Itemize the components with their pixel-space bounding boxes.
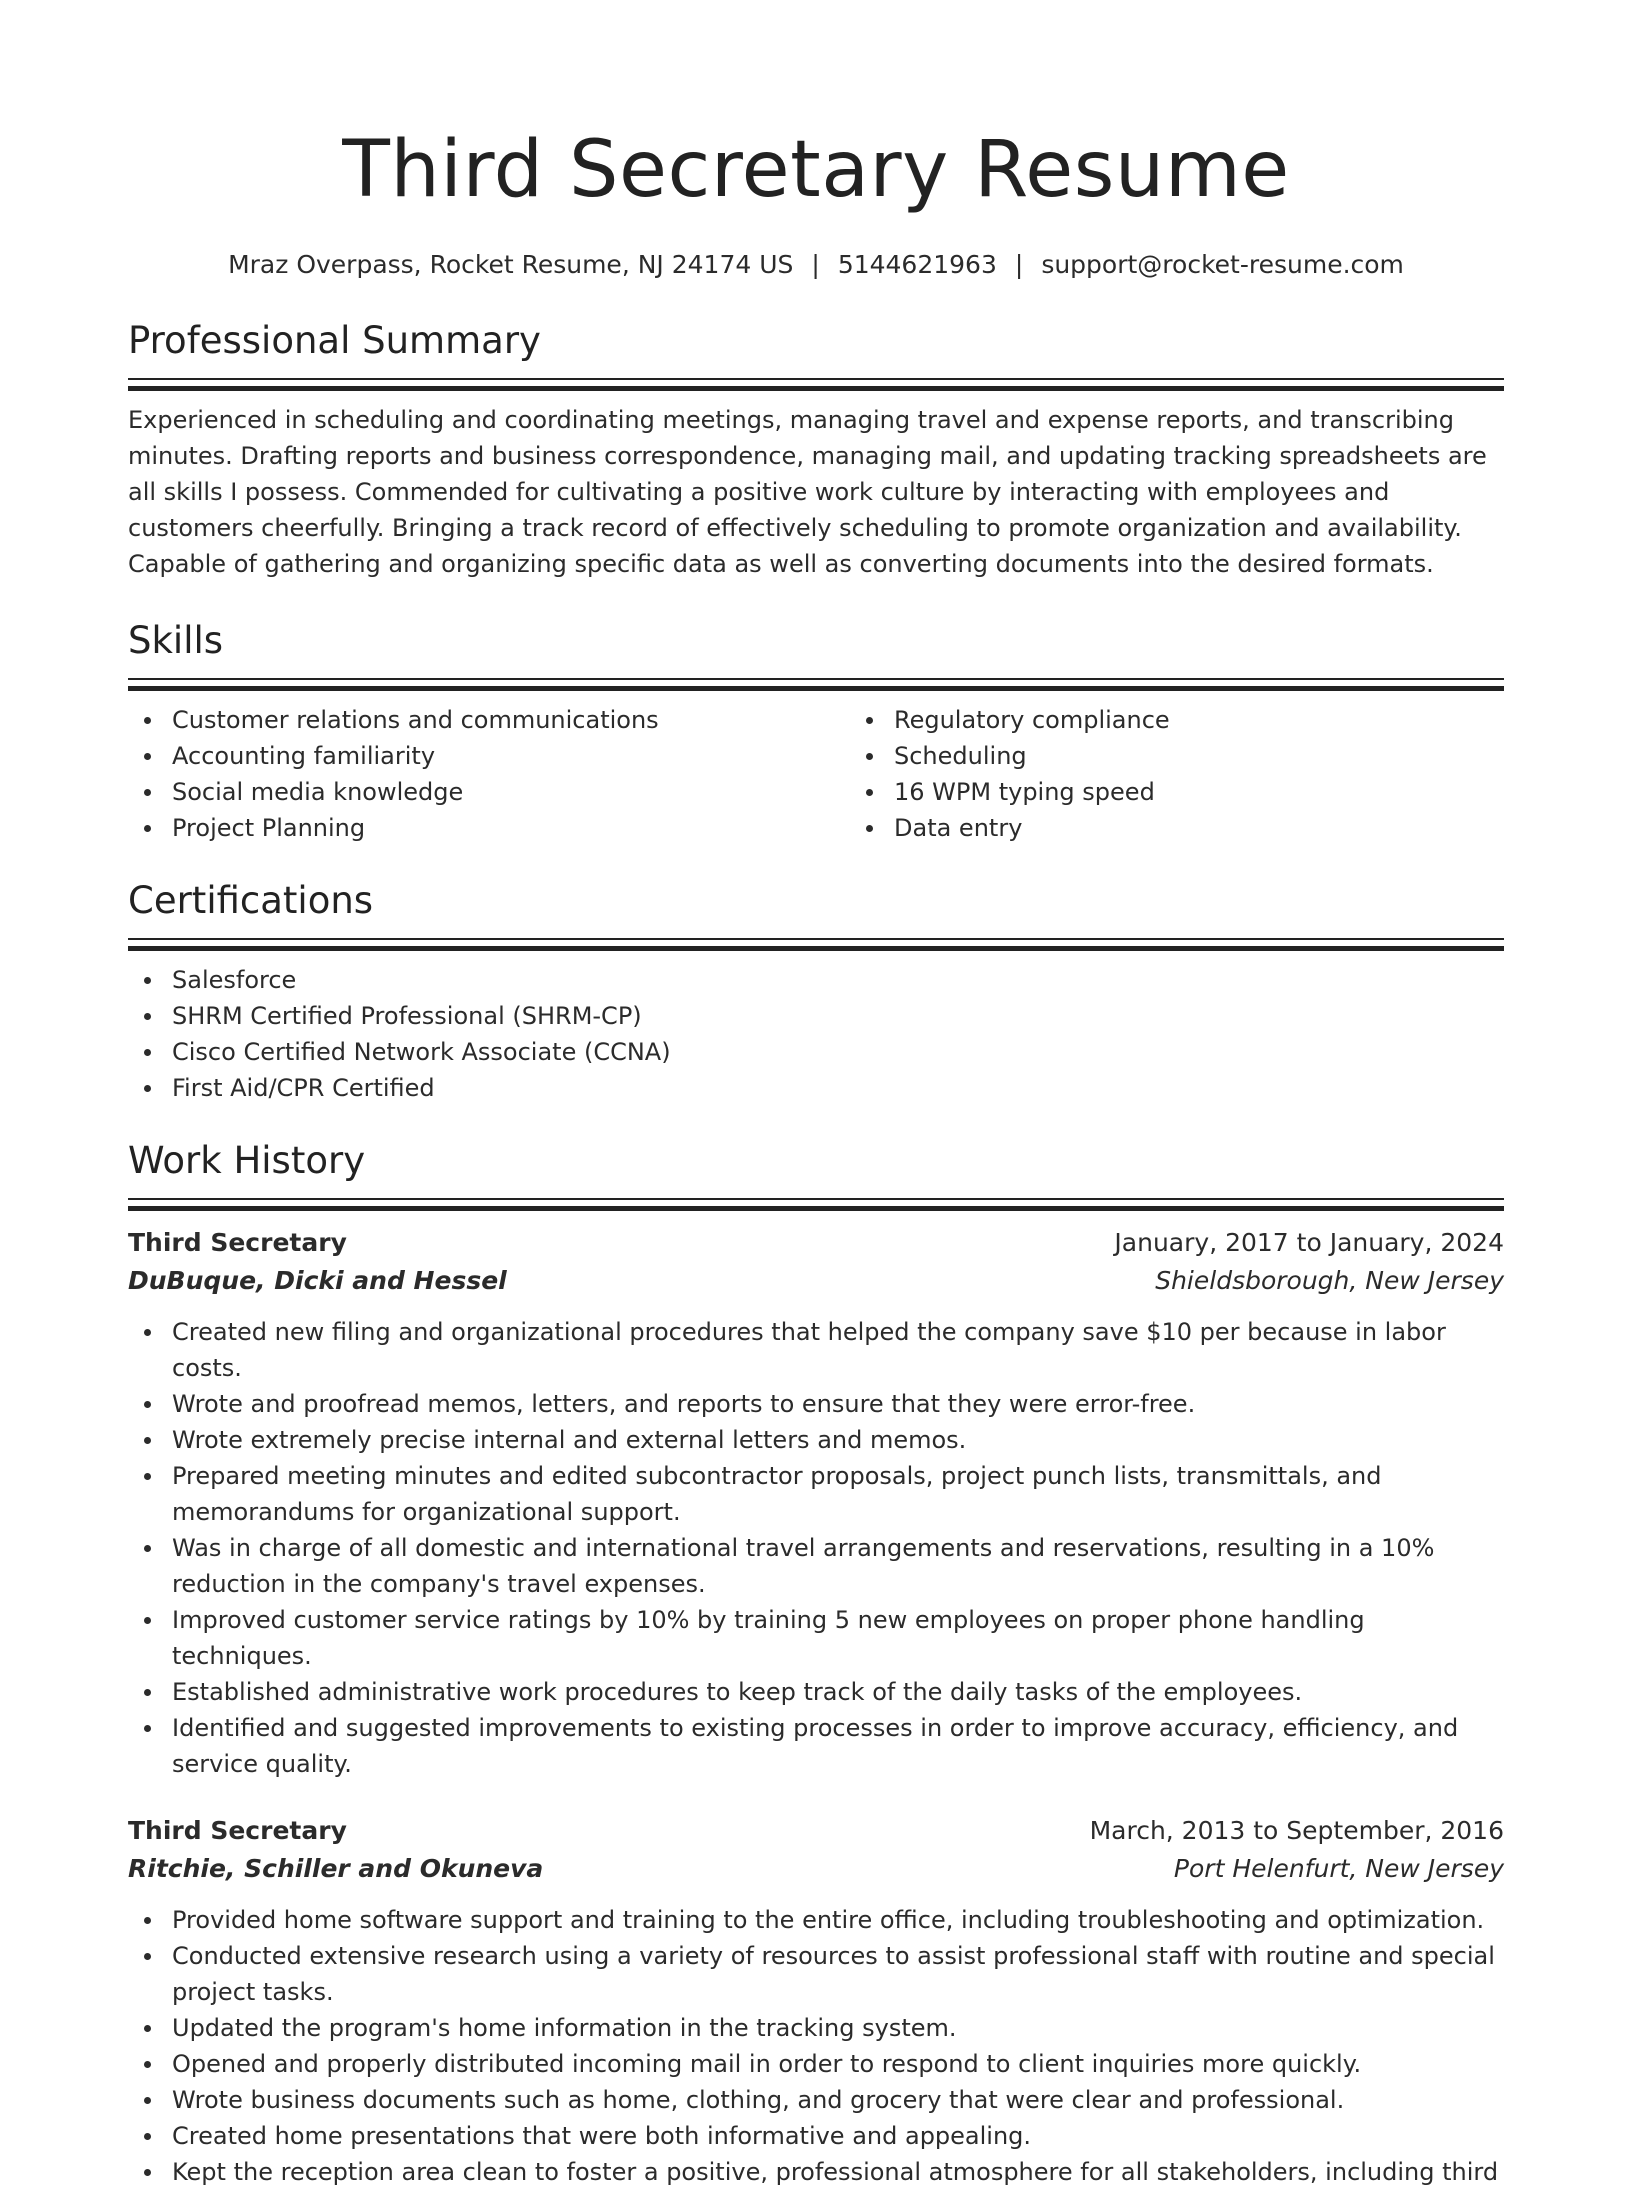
work-history-section [128,1138,1504,2190]
job-title: Third Secretary [128,1228,347,1257]
job-header-row [128,1224,1504,1262]
resume-title: Third Secretary Resume [342,125,1290,215]
skills-list-left [128,702,850,846]
section-divider [128,378,1504,392]
skills-grid [128,702,1504,846]
job-entry [128,1224,1504,1782]
job-bullet: Wrote and proofread memos, letters, and reports to ensure that they were error-free. [172,1386,1504,1422]
section-divider [128,1198,1504,1212]
job-bullet: Wrote business documents such as home, clothing, and grocery that were clear and professional. [172,2082,1504,2118]
section-divider [128,678,1504,692]
certification-item: Salesforce [172,962,1504,998]
job-bullet-list [128,1314,1504,1782]
contact-address: Mraz Overpass, Rocket Resume, NJ 24174 US [228,250,794,279]
job-bullet: Improved customer service ratings by 10% by training 5 new employees on proper phone handling techniques. [172,1602,1504,1674]
skill-item: Customer relations and communications [172,702,850,738]
job-bullet-list [128,1902,1504,2190]
job-bullet: Identified and suggested improvements to existing processes in order to improve accuracy, efficiency, and service quality. [172,1710,1504,1782]
job-title: Third Secretary [128,1816,347,1845]
job-entry [128,1812,1504,2190]
job-location: Shieldsborough, New Jersey [1155,1266,1504,1295]
skill-item: Social media knowledge [172,774,850,810]
job-subheader-row [128,1850,1504,1888]
certification-item: SHRM Certified Professional (SHRM-CP) [172,998,1504,1034]
section-title-certifications: Certifications [128,879,374,922]
certifications-section [128,878,1504,1106]
job-bullet: Opened and properly distributed incoming mail in order to respond to client inquiries more quickly. [172,2046,1504,2082]
skill-item: Data entry [894,810,1572,846]
skills-list-right [850,702,1572,846]
contact-separator: | [1014,250,1024,279]
job-bullet: Established administrative work procedures to keep track of the daily tasks of the employees. [172,1674,1504,1710]
contact-phone: 5144621963 [837,250,997,279]
skill-item: Project Planning [172,810,850,846]
job-company: Ritchie, Schiller and Okuneva [128,1854,544,1883]
job-dates: January, 2017 to January, 2024 [1114,1228,1504,1257]
summary-text: Experienced in scheduling and coordinating meetings, managing travel and expense reports, and transcribing minutes. Drafting reports and business correspondence, managing mail, and updating tracking spreadsheets are all skills I possess. Commended for cultivating a positive work culture by interacting with employees and customers cheerfully. Bringing a track record of effectively scheduling to promote organization and availability. Capable of gathering and organizing specific data as well as converting documents into the desired formats. [128,406,1487,578]
skill-item: Scheduling [894,738,1572,774]
job-dates: March, 2013 to September, 2016 [1089,1816,1504,1845]
contact-line [128,248,1504,282]
job-subheader-row [128,1262,1504,1300]
job-bullet: Conducted extensive research using a variety of resources to assist professional staff with routine and special project tasks. [172,1938,1504,2010]
skills-section [128,618,1504,846]
job-bullet: Provided home software support and training to the entire office, including troubleshooting and optimization. [172,1902,1504,1938]
section-title-summary: Professional Summary [128,319,541,362]
skill-item: 16 WPM typing speed [894,774,1572,810]
skill-item: Accounting familiarity [172,738,850,774]
job-bullet: Created home presentations that were both informative and appealing. [172,2118,1504,2154]
resume-page [128,0,1504,2190]
job-bullet: Kept the reception area clean to foster a positive, professional atmosphere for all stakeholders, including third [172,2154,1504,2190]
section-divider [128,938,1504,952]
certification-item: First Aid/CPR Certified [172,1070,1504,1106]
job-bullet: Was in charge of all domestic and international travel arrangements and reservations, resulting in a 10% reduction in the company's travel expenses. [172,1530,1504,1602]
section-title-skills: Skills [128,619,224,662]
job-header-row [128,1812,1504,1850]
skill-item: Regulatory compliance [894,702,1572,738]
job-company: DuBuque, Dicki and Hessel [128,1266,507,1295]
job-bullet: Wrote extremely precise internal and external letters and memos. [172,1422,1504,1458]
certifications-list [128,962,1504,1106]
section-title-work-history: Work History [128,1139,366,1182]
job-bullet: Created new filing and organizational procedures that helped the company save $10 per because in labor costs. [172,1314,1504,1386]
contact-separator: | [811,250,820,279]
certification-item: Cisco Certified Network Associate (CCNA) [172,1034,1504,1070]
job-bullet: Updated the program's home information in the tracking system. [172,2010,1504,2046]
job-bullet: Prepared meeting minutes and edited subcontractor proposals, project punch lists, transmittals, and memorandums for organizational support. [172,1458,1504,1530]
job-location: Port Helenfurt, New Jersey [1173,1854,1504,1883]
summary-section [128,318,1504,582]
contact-email[interactable]: support@rocket-resume.com [1041,250,1404,279]
